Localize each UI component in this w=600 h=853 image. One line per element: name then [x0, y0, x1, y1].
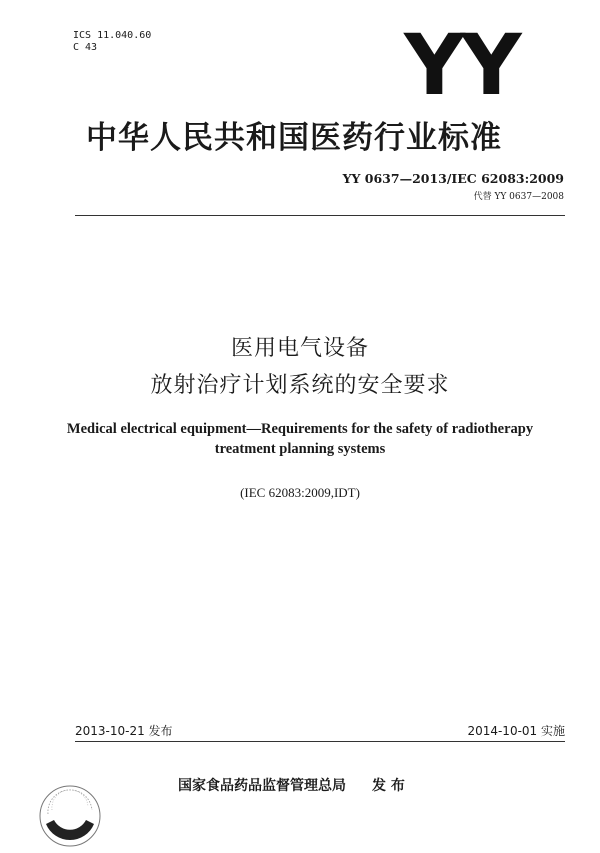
- issue-date: 2013-10-21 发布: [75, 724, 173, 738]
- yy-logo-text: YY: [404, 16, 518, 114]
- issuing-authority: [178, 775, 405, 795]
- title-chinese-line2: 放射治疗计划系统的安全要求: [150, 373, 450, 398]
- replaces-note: 代替 YY 0637—2008: [473, 192, 564, 202]
- organization-title: 中华人民共和国医药行业标准: [86, 120, 502, 156]
- issuer-action: 发 布: [372, 778, 405, 794]
- ccs-code: C 43: [73, 42, 98, 53]
- yy-standard-logo: [404, 16, 542, 114]
- anti-counterfeit-hologram-icon: [38, 784, 102, 848]
- footer-divider: [75, 741, 565, 742]
- title-chinese-line1: 医用电气设备: [230, 336, 369, 361]
- identity-statement: (IEC 62083:2009,IDT): [240, 485, 360, 500]
- implementation-date: 2014-10-01 实施: [467, 724, 565, 738]
- classification-codes: [73, 30, 151, 54]
- ics-code: ICS 11.040.60: [73, 30, 152, 41]
- header-divider: [75, 215, 565, 216]
- title-english-line2: treatment planning systems: [214, 441, 386, 457]
- standard-number: YY 0637—2013/IEC 62083:2009: [342, 171, 564, 186]
- title-english-line1: Medical electrical equipment—Requirements for the safety of radiotherapy: [66, 421, 534, 437]
- issuer-name: 国家食品药品监督管理总局: [178, 778, 346, 794]
